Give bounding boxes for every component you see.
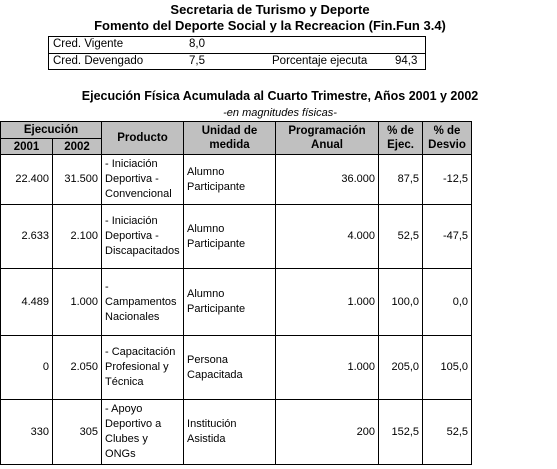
cell-unidad: Alumno Participante xyxy=(184,155,276,205)
header-2001: 2001 xyxy=(1,139,53,155)
cell-pct-desvio: -12,5 xyxy=(423,155,472,205)
section-title: Ejecución Física Acumulada al Cuarto Trimestre, Años 2001 y 2002 xyxy=(81,89,479,103)
table-row xyxy=(1,205,472,269)
cell-2002: 2.100 xyxy=(53,205,102,269)
cell-pct-ejec: 87,5 xyxy=(379,155,423,205)
cell-pct-desvio: 105,0 xyxy=(423,336,472,400)
page-subtitle: Fomento del Deporte Social y la Recreacion (Fin.Fun 3.4) xyxy=(94,18,446,33)
cell-2001: 4.489 xyxy=(1,269,53,336)
cell-producto: - Campamentos Nacionales xyxy=(102,269,184,336)
cell-2001: 0 xyxy=(1,336,53,400)
header-pct-ejec: % de Ejec. xyxy=(379,122,423,155)
header-unidad: Unidad de medida xyxy=(184,122,276,155)
cell-programacion: 1.000 xyxy=(276,336,379,400)
cell-2002: 31.500 xyxy=(53,155,102,205)
credit-row-devengado xyxy=(49,54,425,70)
cell-producto: - Iniciación Deportiva - Discapacitados xyxy=(102,205,184,269)
credit-row-vigente xyxy=(49,37,425,54)
cell-2002: 305 xyxy=(53,400,102,465)
cell-producto: - Apoyo Deportivo a Clubes y ONGs xyxy=(102,400,184,465)
cell-2001: 22.400 xyxy=(1,155,53,205)
cred-devengado-value: 7,5 xyxy=(189,55,205,67)
cell-unidad: Alumno Participante xyxy=(184,269,276,336)
cell-producto: - Capacitación Profesional y Técnica xyxy=(102,336,184,400)
cell-unidad: Persona Capacitada xyxy=(184,336,276,400)
porcentaje-label: Porcentaje ejecuta xyxy=(272,55,368,67)
page-title: Secretaria de Turismo y Deporte xyxy=(170,2,370,17)
cell-2001: 330 xyxy=(1,400,53,465)
cell-pct-ejec: 152,5 xyxy=(379,400,423,465)
header-2002: 2002 xyxy=(53,139,102,155)
header-programacion: Programación Anual xyxy=(276,122,379,155)
cell-2002: 1.000 xyxy=(53,269,102,336)
cell-2002: 2.050 xyxy=(53,336,102,400)
cell-programacion: 36.000 xyxy=(276,155,379,205)
cred-vigente-value: 8,0 xyxy=(189,38,205,50)
cell-pct-ejec: 205,0 xyxy=(379,336,423,400)
section-note: -en magnitudes físicas- xyxy=(223,107,337,119)
cell-pct-desvio: -47,5 xyxy=(423,205,472,269)
execution-table xyxy=(0,121,472,465)
cred-vigente-label: Cred. Vigente xyxy=(53,38,124,50)
cell-pct-desvio: 52,5 xyxy=(423,400,472,465)
cell-pct-desvio: 0,0 xyxy=(423,269,472,336)
cell-pct-ejec: 52,5 xyxy=(379,205,423,269)
cell-2001: 2.633 xyxy=(1,205,53,269)
cell-unidad: Institución Asistida xyxy=(184,400,276,465)
cell-programacion: 1.000 xyxy=(276,269,379,336)
cred-devengado-label: Cred. Devengado xyxy=(53,55,144,67)
header-ejecucion: Ejecución xyxy=(1,122,102,139)
cell-programacion: 200 xyxy=(276,400,379,465)
credit-summary-box xyxy=(48,36,426,70)
cell-producto: - Iniciación Deportiva - Convencional xyxy=(102,155,184,205)
porcentaje-value: 94,3 xyxy=(395,55,418,67)
cell-unidad: Alumno Participante xyxy=(184,205,276,269)
header-producto: Producto xyxy=(102,122,184,155)
cell-pct-ejec: 100,0 xyxy=(379,269,423,336)
table-row xyxy=(1,400,472,465)
table-row xyxy=(1,155,472,205)
table-row xyxy=(1,336,472,400)
table-row xyxy=(1,269,472,336)
header-pct-desvio: % de Desvio xyxy=(423,122,472,155)
cell-programacion: 4.000 xyxy=(276,205,379,269)
